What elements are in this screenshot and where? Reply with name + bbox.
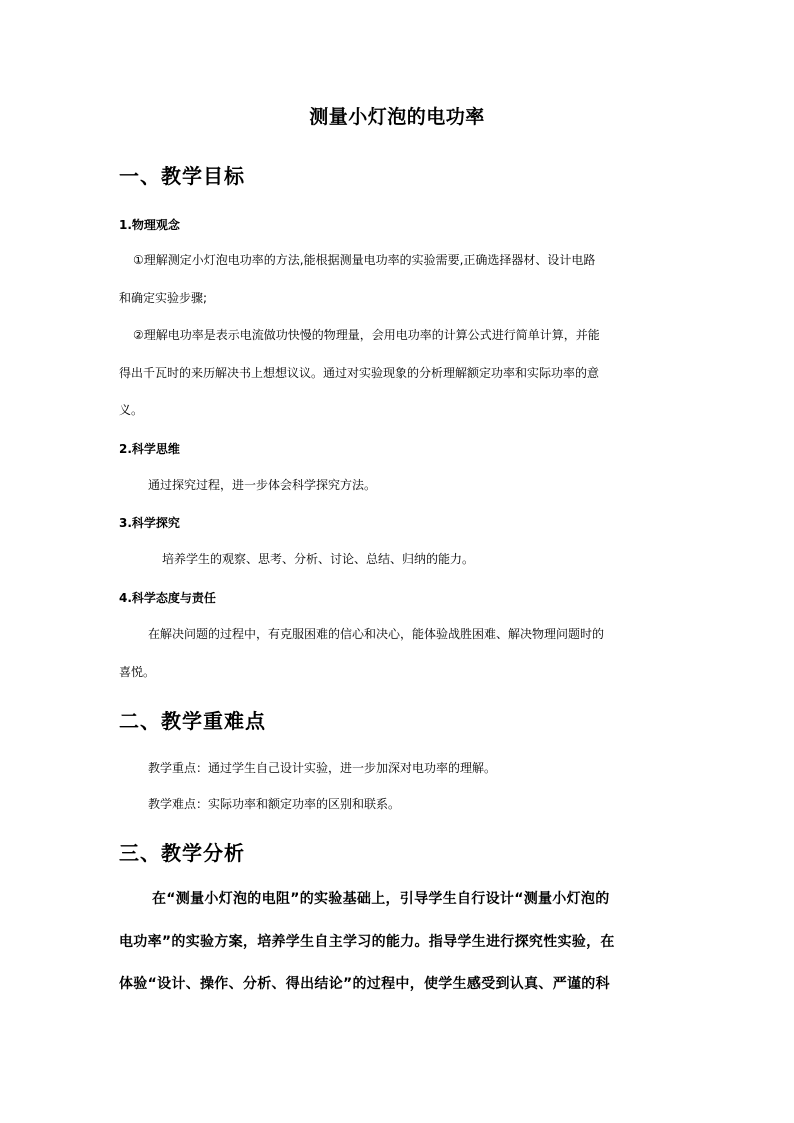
paragraph-line: 喜悦。 bbox=[119, 665, 156, 679]
paragraph-line: 培养学生的观察、思考、分析、讨论、总结、归纳的能力。 bbox=[162, 552, 475, 566]
key-point-text: 教学重点：通过学生自己设计实验，进一步加深对电功率的理解。 bbox=[148, 761, 497, 775]
paragraph-line: 和确定实验步骤; bbox=[119, 291, 208, 305]
section-heading-teaching-goals: 一、教学目标 bbox=[119, 164, 245, 188]
subheading-scientific-inquiry: 3.科学探究 bbox=[119, 516, 180, 530]
section-heading-key-difficult-points: 二、教学重难点 bbox=[119, 709, 266, 733]
paragraph-line: 得出千瓦时的来历解决书上想想议议。通过对实验现象的分析理解额定功率和实际功率的意 bbox=[119, 366, 600, 380]
paragraph-line: 义。 bbox=[119, 403, 144, 417]
paragraph-line: 体验“设计、操作、分析、得出结论”的过程中，使学生感受到认真、严谨的科 bbox=[119, 976, 610, 992]
difficult-point-text: 教学难点：实际功率和额定功率的区别和联系。 bbox=[148, 797, 401, 811]
paragraph-line: ②理解电功率是表示电流做功快慢的物理量，会用电功率的计算公式进行简单计算，并能 bbox=[133, 328, 600, 342]
paragraph-line: ①理解测定小灯泡电功率的方法,能根据测量电功率的实验需要,正确选择器材、设计电路 bbox=[133, 253, 596, 267]
paragraph-line: 电功率”的实验方案，培养学生自主学习的能力。指导学生进行探究性实验，在 bbox=[119, 934, 615, 950]
paragraph-line: 在“测量小灯泡的电阻”的实验基础上，引导学生自行设计“测量小灯泡的 bbox=[152, 891, 610, 907]
paragraph-line: 在解决问题的过程中，有克服困难的信心和决心，能体验战胜困难、解决物理问题时的 bbox=[148, 627, 605, 641]
page-title: 测量小灯泡的电功率 bbox=[309, 106, 485, 128]
subheading-scientific-thinking: 2.科学思维 bbox=[119, 442, 180, 456]
subheading-scientific-attitude: 4.科学态度与责任 bbox=[119, 591, 216, 605]
paragraph-line: 通过探究过程，进一步体会科学探究方法。 bbox=[148, 478, 377, 492]
section-heading-teaching-analysis: 三、教学分析 bbox=[119, 841, 245, 865]
subheading-physics-concepts: 1.物理观念 bbox=[119, 218, 180, 232]
